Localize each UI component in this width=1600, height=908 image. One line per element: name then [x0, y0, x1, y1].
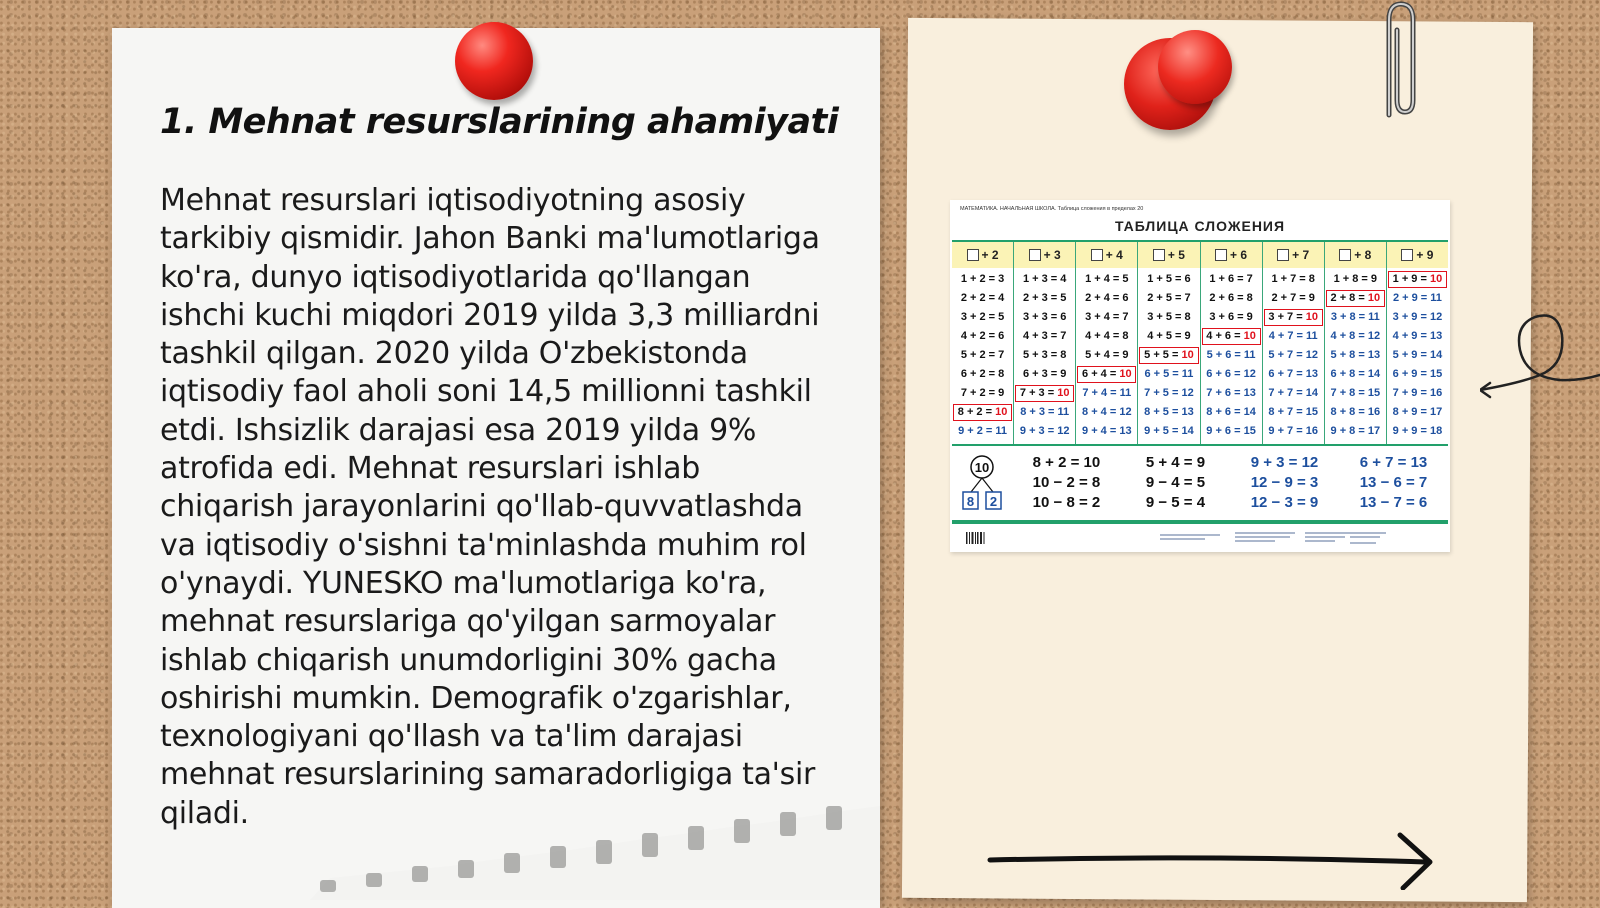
equation-cell: 1 + 3 = 4 — [1022, 273, 1067, 285]
circle-number: 10 — [974, 460, 990, 475]
equation-column — [952, 268, 1013, 444]
poster-header-cell: + 7 — [1262, 242, 1324, 268]
equation-cell: 5 + 4 = 9 — [1085, 349, 1129, 361]
equation-cell: 6 + 2 = 8 — [960, 368, 1005, 380]
example-group — [1230, 450, 1339, 516]
equation-cell: 3 + 5 = 8 — [1147, 311, 1191, 323]
poster-header-cell: + 2 — [952, 242, 1013, 268]
equation-cell: 4 + 7 = 11 — [1268, 330, 1318, 342]
equation-cell: 6 + 8 = 14 — [1330, 368, 1381, 380]
equation-cell-ten: 1 + 9 = 10 — [1387, 270, 1448, 289]
red-pushpin — [455, 22, 533, 100]
equation-cell: 8 + 4 = 12 — [1082, 406, 1132, 418]
equation-cell: 7 + 9 = 16 — [1392, 387, 1443, 399]
addition-table-poster — [950, 200, 1450, 552]
equation-cell: 1 + 5 = 6 — [1147, 273, 1191, 285]
example-group — [1339, 450, 1448, 516]
example-equation: 9 − 5 = 4 — [1145, 494, 1206, 511]
equation-cell: 3 + 8 = 11 — [1330, 311, 1380, 323]
equation-cell: 5 + 6 = 11 — [1206, 349, 1256, 361]
equation-cell: 6 + 9 = 15 — [1392, 368, 1443, 380]
equation-cell-ten: 4 + 6 = 10 — [1201, 327, 1262, 346]
equation-cell: 5 + 8 = 13 — [1330, 349, 1381, 361]
poster-header-cell: + 5 — [1137, 242, 1199, 268]
equation-cell: 6 + 6 = 12 — [1206, 368, 1256, 380]
split-number: 8 — [966, 494, 975, 509]
equation-cell-ten: 7 + 3 = 10 — [1014, 384, 1075, 403]
equation-column — [1324, 268, 1386, 444]
red-pushpin — [1158, 30, 1232, 104]
equation-cell-ten: 6 + 4 = 10 — [1076, 365, 1137, 384]
example-equation: 9 − 4 = 5 — [1145, 474, 1206, 491]
equation-cell: 4 + 2 = 6 — [960, 330, 1005, 342]
right-arrow-icon — [985, 830, 1445, 890]
equation-cell: 8 + 6 = 14 — [1206, 406, 1256, 418]
poster-divider — [952, 520, 1448, 524]
equation-cell: 1 + 4 = 5 — [1085, 273, 1129, 285]
example-equation: 13 − 7 = 6 — [1359, 494, 1428, 511]
equation-cell: 4 + 5 = 9 — [1147, 330, 1191, 342]
equation-cell: 7 + 4 = 11 — [1082, 387, 1132, 399]
equation-cell: 7 + 7 = 14 — [1268, 387, 1318, 399]
equation-cell: 2 + 9 = 11 — [1392, 292, 1442, 304]
equation-cell: 8 + 5 = 13 — [1144, 406, 1194, 418]
split-number: 2 — [989, 494, 998, 509]
equation-cell: 5 + 3 = 8 — [1022, 349, 1067, 361]
example-equation: 6 + 7 = 13 — [1359, 454, 1428, 471]
equation-cell: 3 + 6 = 9 — [1209, 311, 1253, 323]
equation-cell: 2 + 4 = 6 — [1085, 292, 1129, 304]
poster-divider — [952, 444, 1448, 446]
poster-header-cell: + 6 — [1200, 242, 1262, 268]
paperclip-icon — [1375, 0, 1425, 130]
equation-cell: 7 + 5 = 12 — [1144, 387, 1194, 399]
equation-cell: 9 + 9 = 18 — [1392, 425, 1443, 437]
equation-cell: 3 + 4 = 7 — [1085, 311, 1129, 323]
equation-cell: 7 + 6 = 13 — [1206, 387, 1256, 399]
equation-cell: 4 + 4 = 8 — [1085, 330, 1129, 342]
equation-cell: 9 + 2 = 11 — [958, 425, 1008, 437]
poster-header-row — [952, 240, 1448, 268]
equation-cell: 4 + 9 = 13 — [1392, 330, 1443, 342]
example-equation: 9 + 3 = 12 — [1250, 454, 1319, 471]
equation-cell: 1 + 6 = 7 — [1209, 273, 1253, 285]
equation-column — [1262, 268, 1324, 444]
curly-arrow-doodle — [1480, 305, 1600, 415]
equation-cell: 9 + 6 = 15 — [1206, 425, 1256, 437]
poster-header-cell: + 9 — [1386, 242, 1448, 268]
example-equation: 10 − 2 = 8 — [1032, 474, 1101, 491]
example-equation: 12 − 3 = 9 — [1250, 494, 1319, 511]
equation-cell: 6 + 3 = 9 — [1022, 368, 1067, 380]
equation-cell-ten: 8 + 2 = 10 — [952, 403, 1013, 422]
equation-cell: 2 + 2 = 4 — [960, 292, 1005, 304]
equation-cell: 8 + 8 = 16 — [1330, 406, 1381, 418]
equation-cell: 8 + 7 = 15 — [1268, 406, 1318, 418]
equation-cell: 5 + 2 = 7 — [960, 349, 1005, 361]
poster-title: ТАБЛИЦА СЛОЖЕНИЯ — [1114, 218, 1286, 234]
equation-column — [1013, 268, 1075, 444]
equation-cell: 2 + 3 = 5 — [1022, 292, 1067, 304]
example-equation: 12 − 9 = 3 — [1250, 474, 1319, 491]
equation-column — [1200, 268, 1262, 444]
example-equation: 10 − 8 = 2 — [1032, 494, 1101, 511]
equation-cell: 9 + 4 = 13 — [1082, 425, 1132, 437]
number-composition-diagram — [952, 450, 1012, 516]
equation-column — [1386, 268, 1448, 444]
equation-cell-ten: 5 + 5 = 10 — [1138, 346, 1199, 365]
equation-cell: 8 + 9 = 17 — [1392, 406, 1443, 418]
equation-cell: 2 + 7 = 9 — [1271, 292, 1315, 304]
equation-cell: 9 + 8 = 17 — [1330, 425, 1381, 437]
equation-cell: 7 + 2 = 9 — [960, 387, 1005, 399]
slide-body-text: Mehnat resurslari iqtisodiyotning asosiy tarkibiy qismidir. Jahon Banki ma'lumotlariga ko'ra, dunyo iqtisodiyotlarida qo'llangan ishchi kuchi miqdori 2019 yilda 3,3 milliardni tashkil qilgan. 2020 yilda O'zbekistonda iqtisodiy faol aholi soni 14,5 millionni tashkil etdi. Ishsizlik darajasi esa 2019 yilda 9% atrofida edi. Mehnat resurslari ishlab chiqarish jarayonlarini qo'llab-quvvatlashda va iqtisodiy o'sishni ta'minlashda muhim rol o'ynaydi. YUNESKO ma'lumotlariga ko'ra, mehnat resurslariga qo'yilgan sarmoyalar ishlab chiqarish unumdorligini 30% gacha oshirishi mumkin. Demografik o'zgarishlar, texnologiyani qo'llash va ta'lim darajasi mehnat resurslarining samaradorligiga ta'sir qiladi. — [160, 183, 820, 831]
equation-cell: 2 + 6 = 8 — [1209, 292, 1253, 304]
equation-cell: 4 + 8 = 12 — [1330, 330, 1381, 342]
equation-cell: 5 + 7 = 12 — [1268, 349, 1318, 361]
equation-cell: 3 + 9 = 12 — [1392, 311, 1443, 323]
equation-column — [1137, 268, 1199, 444]
poster-equation-grid — [952, 268, 1448, 444]
equation-cell: 7 + 8 = 15 — [1330, 387, 1381, 399]
equation-cell: 8 + 3 = 11 — [1020, 406, 1070, 418]
equation-cell: 9 + 5 = 14 — [1144, 425, 1194, 437]
equation-cell: 6 + 7 = 13 — [1268, 368, 1318, 380]
example-group — [1012, 450, 1121, 516]
equation-cell: 1 + 7 = 8 — [1271, 273, 1315, 285]
poster-header-cell: + 3 — [1013, 242, 1075, 268]
equation-cell: 3 + 2 = 5 — [960, 311, 1005, 323]
equation-cell: 2 + 5 = 7 — [1147, 292, 1191, 304]
poster-header-cell: + 4 — [1075, 242, 1137, 268]
equation-cell: 1 + 8 = 9 — [1333, 273, 1378, 285]
poster-examples — [952, 450, 1448, 516]
equation-cell: 3 + 3 = 6 — [1022, 311, 1067, 323]
barcode-icon — [966, 532, 985, 544]
example-group — [1121, 450, 1230, 516]
example-equation: 13 − 6 = 7 — [1359, 474, 1428, 491]
equation-cell: 1 + 2 = 3 — [960, 273, 1005, 285]
equation-cell: 9 + 7 = 16 — [1268, 425, 1318, 437]
example-equation: 5 + 4 = 9 — [1145, 454, 1206, 471]
equation-column — [1075, 268, 1137, 444]
equation-cell: 6 + 5 = 11 — [1144, 368, 1194, 380]
equation-cell: 4 + 3 = 7 — [1022, 330, 1067, 342]
equation-cell: 5 + 9 = 14 — [1392, 349, 1443, 361]
equation-cell-ten: 3 + 7 = 10 — [1263, 308, 1324, 327]
example-equation: 8 + 2 = 10 — [1032, 454, 1101, 471]
equation-cell: 9 + 3 = 12 — [1019, 425, 1070, 437]
poster-header-cell: + 8 — [1324, 242, 1386, 268]
poster-caption: МАТЕМАТИКА. НАЧАЛЬНАЯ ШКОЛА. Таблица сложения в пределах 20 — [960, 206, 1144, 212]
equation-cell-ten: 2 + 8 = 10 — [1325, 289, 1386, 308]
poster-footer — [950, 526, 1450, 552]
slide-title: 1. Mehnat resurslarining ahamiyati — [160, 102, 839, 142]
